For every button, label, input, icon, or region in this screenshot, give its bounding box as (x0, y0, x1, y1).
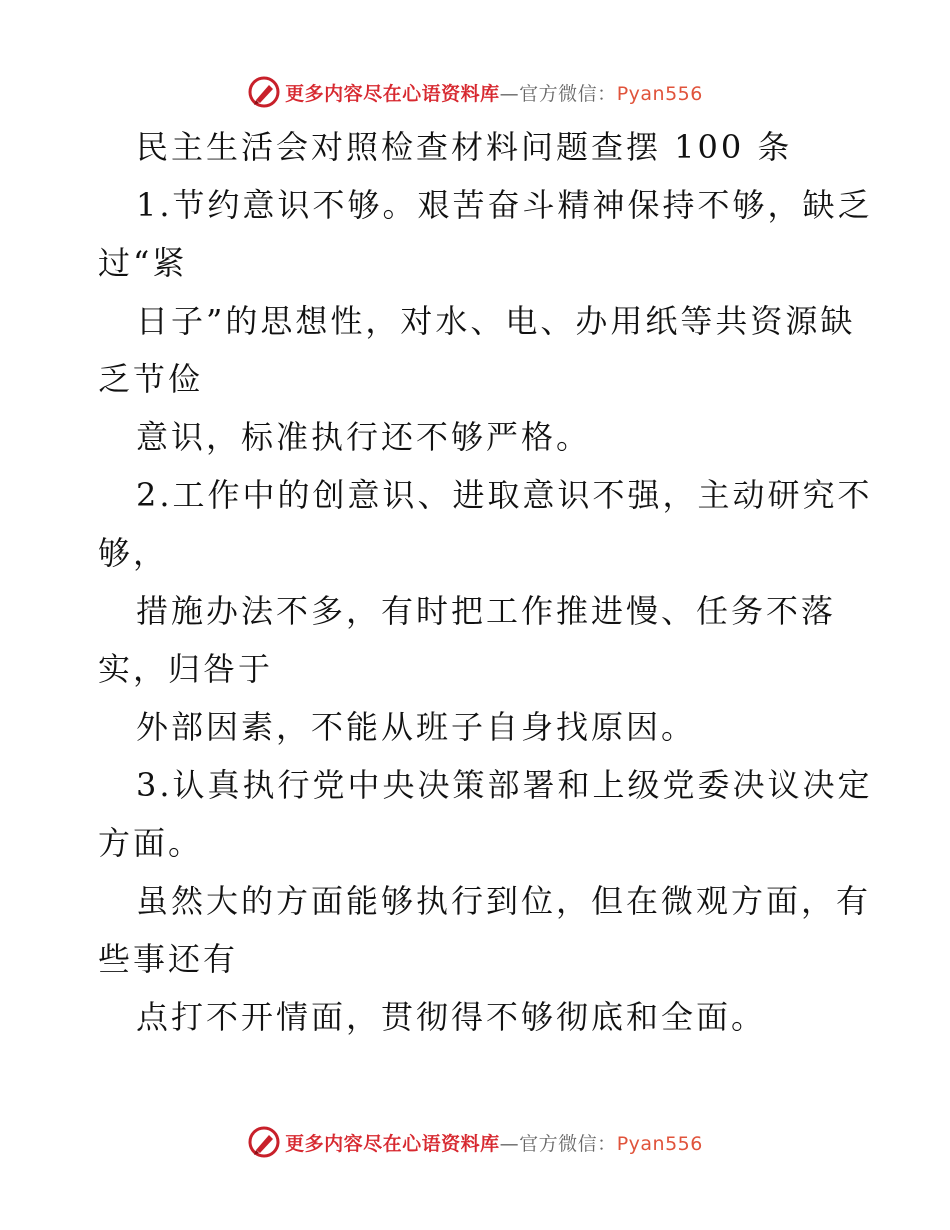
watermark-text (285, 1129, 703, 1156)
watermark-wechat: Pyan556 (616, 82, 703, 105)
text-line: 3.认真执行党中央决策部署和上级党委决议决定 (136, 766, 873, 804)
pen-logo-icon (247, 1125, 281, 1159)
text-line: 日子”的思想性，对水、电、办用纸等共资源缺 (136, 302, 856, 340)
text-line: 2.工作中的创意识、进取意识不强，主动研究不 (136, 476, 873, 514)
watermark-dash: — (499, 1132, 520, 1155)
text-line: 过“紧 (98, 244, 188, 282)
footer-watermark (0, 1122, 950, 1162)
watermark-sub: 官方微信： (519, 82, 617, 105)
text-line: 外部因素，不能从班子自身找原因。 (136, 708, 697, 746)
header-watermark (0, 72, 950, 112)
text-line: 够， (98, 534, 169, 572)
text-line: 民主生活会对照检查材料问题查摆 100 条 (136, 128, 793, 166)
document-body (98, 118, 873, 1046)
watermark-sub: 官方微信： (519, 1132, 617, 1155)
watermark-main: 更多内容尽在心语资料库 (285, 1132, 500, 1155)
text-line: 虽然大的方面能够执行到位，但在微观方面，有 (136, 882, 872, 920)
text-line: 措施办法不多，有时把工作推进慢、任务不落 (136, 592, 837, 630)
text-line: 1.节约意识不够。艰苦奋斗精神保持不够，缺乏 (136, 186, 873, 224)
watermark-main: 更多内容尽在心语资料库 (285, 82, 500, 105)
text-line: 些事还有 (98, 940, 239, 978)
watermark-text (285, 79, 703, 106)
text-line: 乏节俭 (98, 360, 204, 398)
text-line: 点打不开情面，贯彻得不够彻底和全面。 (136, 998, 767, 1036)
pen-logo-icon (247, 75, 281, 109)
watermark-wechat: Pyan556 (616, 1132, 703, 1155)
text-line: 意识，标准执行还不够严格。 (136, 418, 592, 456)
text-line: 方面。 (98, 824, 204, 862)
text-line: 实，归咎于 (98, 650, 274, 688)
watermark-dash: — (499, 82, 520, 105)
